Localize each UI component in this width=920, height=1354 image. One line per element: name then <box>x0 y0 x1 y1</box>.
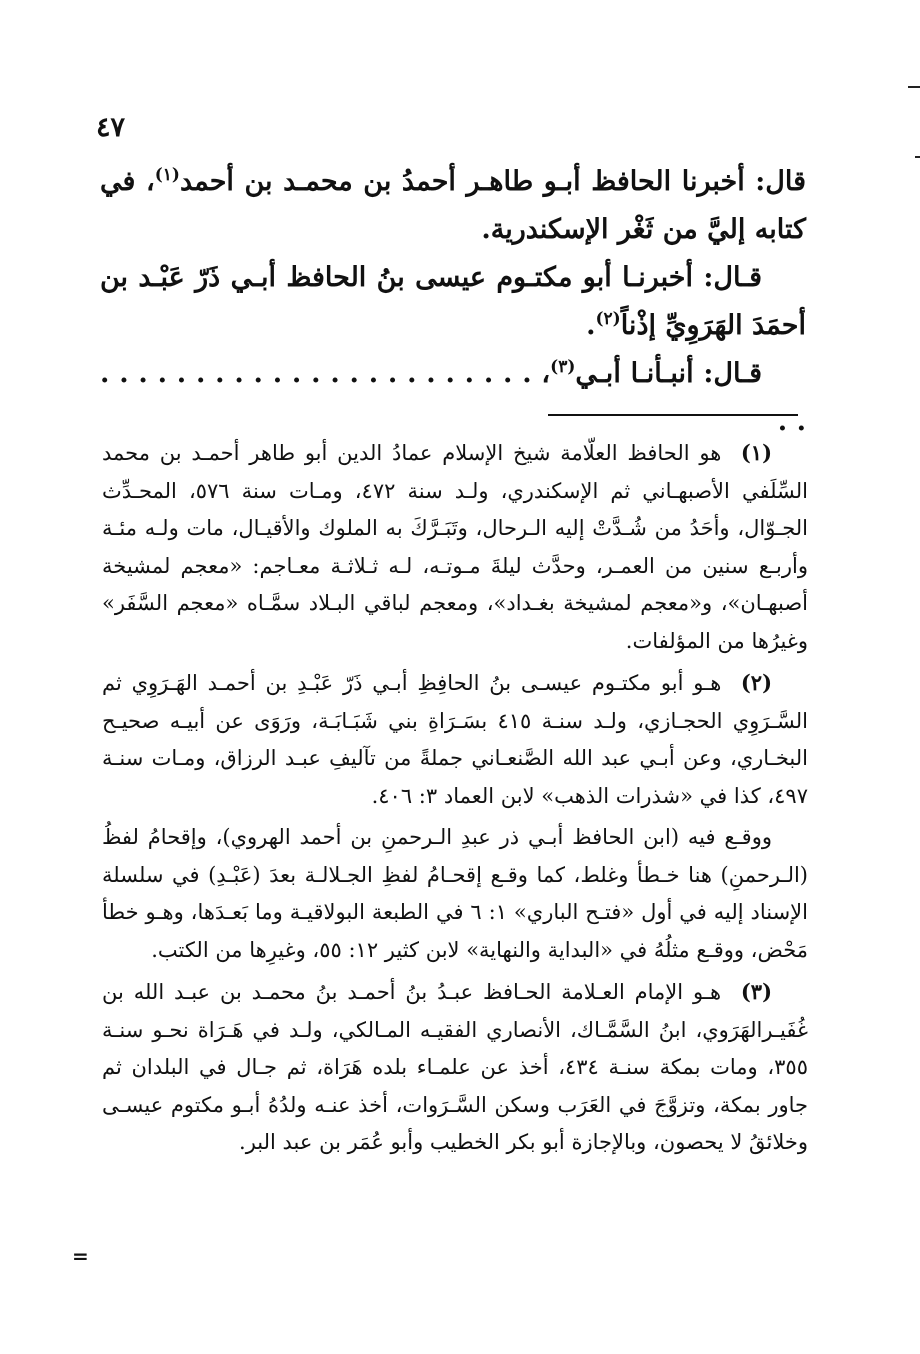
footnote-text: هـو أبو مكتـوم عيسـى بنُ الحافِظِ أبـي ذَرّ عَبْـدِ بن أحمـد الهَـرَوِي ثم السَّـرَوِي الحجـازي، ولـد سنـة ٤١٥ بسَـرَاةِ بني شَبَـابَـة، ورَوَى عن أبيـه صحيـح البخـاري، وعن أبـي عبد الله الصَّنعـاني جملةً من تآليفِ عبـد الرزاق، ومـات سنـة ٤٩٧، كذا في «شذرات الذهب» لابن العماد ٣: ٤٠٦. <box>102 671 808 808</box>
footnote-text: هو الحافظ العلّامة شيخ الإسلام عمادُ الدين أبو طاهر أحمـد بن محمد السِّلَفي الأصبهـاني ثم الإسكندري، ولـد سنة ٤٧٢، ومـات سنة ٥٧٦، المحـدِّث الجـوّال، وأحَدُ من شُـدَّتْ إليه الـرحال، وتَبَـرَّكَ به الملوك والأقيـال، مات ولـه مئـة وأربـع سنين من العمـر، وحدَّث ليلةَ مـوتـه، لـه ثـلاثـة معـاجم: «معجم لمشيخة أصبهـان»، و«معجم لمشيخة بغـداد»، ومعجم لباقي البـلاد سمَّـاه «معجم السَّفَر» وغيرُها من المؤلفات. <box>102 441 808 653</box>
margin-tick <box>908 86 920 88</box>
main-paragraph-3 <box>100 350 806 446</box>
paragraph-text: قال: أخبرنا الحافظ أبـو طاهـر أحمدُ بن محمـد بن أحمد <box>179 166 806 197</box>
ellipsis-dots: ، . . . . . . . . . . . . . . . . . . . . . . . . . <box>100 358 806 437</box>
margin-tick <box>915 156 920 158</box>
footnotes-section <box>102 434 808 1166</box>
footnote-2 <box>102 664 808 815</box>
page-number: ٤٧ <box>96 112 126 143</box>
paragraph-text: . <box>586 310 596 341</box>
paragraph-text: قـال: أخبرنـا أبو مكتـوم عيسى بنُ الحافظ أبـي ذَرّ عَبْـد بن أحمَدَ الهَرَوِيِّ إذْناً <box>100 262 806 341</box>
main-paragraph-1 <box>100 158 806 254</box>
paragraph-text: ، في كتابه إليَّ من ثَغْر الإسكندرية. <box>100 166 806 245</box>
footnote-text: ووقـع فيه (ابن الحافظ أبـي ذر عبدِ الـرحمنِ بن أحمد الهروي)، وإقحامُ لفظُ (الـرحمنِ) هنا خـطأ وغلط، كما وقـع إقحـامُ لفظِ الجـلالـة بعدَ (عَبْـدِ) في سلسلة الإسناد إليه في أول «فتـح الباري» ١: ٦ في الطبعة البولاقيـة وما بَعـدَها، وهـو خطأ مَحْض، ووقـع مثلُهُ في «البداية والنهاية» لابن كثير ١٢: ٥٥، وغيرِها من الكتب. <box>102 825 808 962</box>
footnote-ref: (١) <box>154 165 180 185</box>
main-paragraph-2 <box>100 254 806 350</box>
footnote-marker: (١) <box>740 440 773 465</box>
footnote-3 <box>102 973 808 1162</box>
footnote-ref: (٢) <box>595 309 621 329</box>
footnote-1 <box>102 434 808 660</box>
footnote-marker: (٢) <box>740 670 772 695</box>
main-text-body <box>100 158 806 446</box>
footnote-ref: (٣) <box>550 357 576 377</box>
footnote-marker: (٣) <box>740 979 772 1004</box>
continuation-mark: = <box>72 1244 89 1268</box>
footnote-separator <box>548 414 798 416</box>
footnote-text: هـو الإمام العـلامة الحـافظ عبـدُ بنُ أحمـد بنُ محمـد بن عبـد الله بن غُفَيـرالهَرَوي، ابنُ السَّمَّـاك، الأنصاري الفقيـه المـالكي، ولـد في هَـرَاة نحـو سنـة ٣٥٥، ومات بمكة سنـة ٤٣٤، أخذ عن علمـاء بلده هَرَاة، ثم جـال في البلدان ثم جاور بمكة، وتزوَّجَ في العَرَب وسكن السَّـرَوات، أخذ عنـه ولدُهُ أبـو مكتوم عيسـى وخلائقُ لا يحصون، وبالإجازة أبو بكر الخطيب وأبو عُمَر بن عبد البر. <box>102 980 808 1154</box>
paragraph-text: قـال: أنبـأنـا أبـي <box>575 358 762 389</box>
footnote-2-continuation <box>102 819 808 969</box>
